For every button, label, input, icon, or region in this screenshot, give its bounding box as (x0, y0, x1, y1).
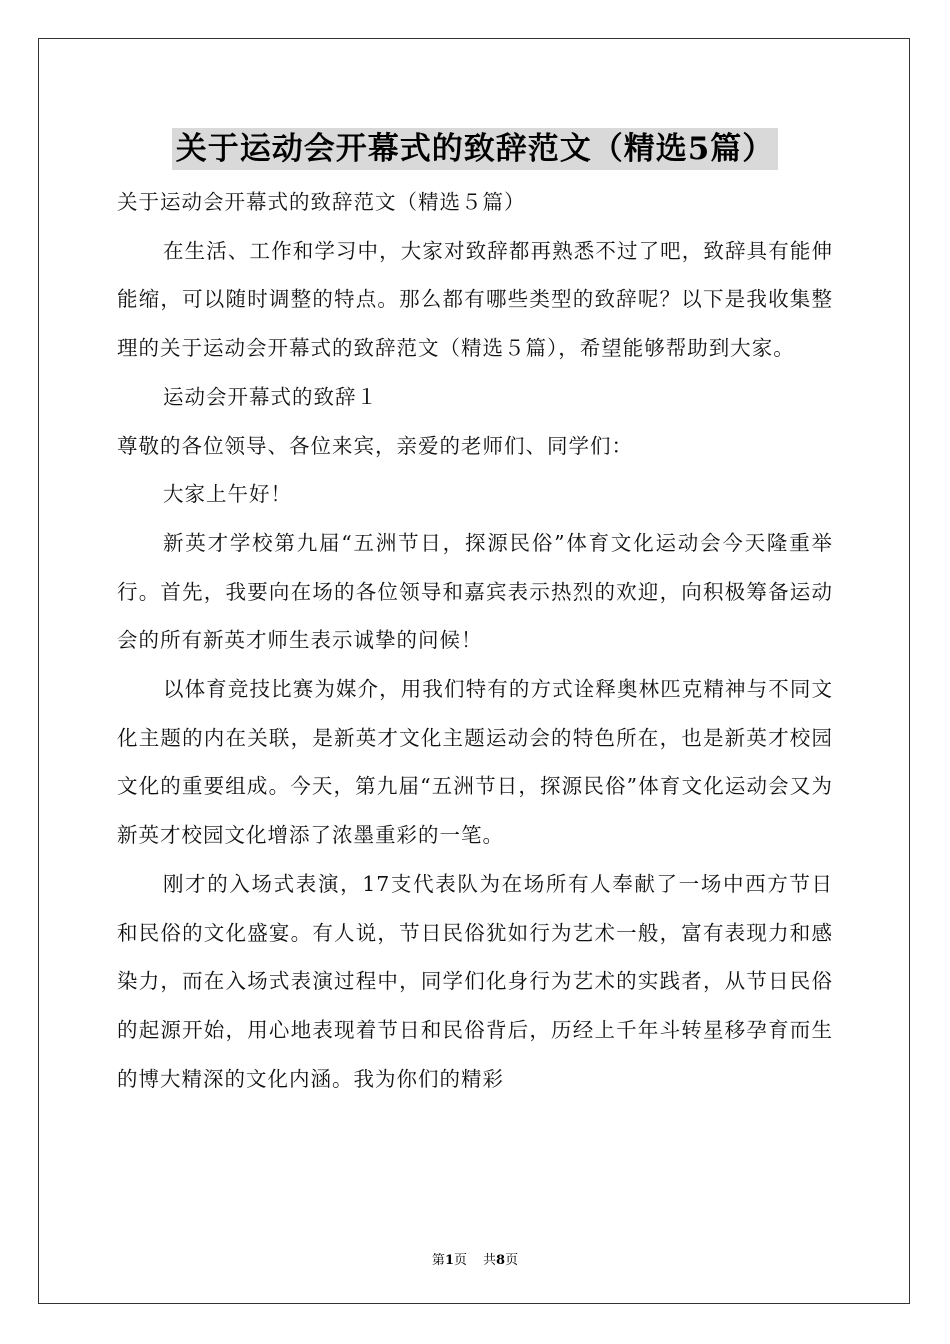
document-body (117, 178, 833, 1103)
total-suffix: 页 (505, 1253, 519, 1268)
body-paragraph: 以体育竞技比赛为媒介，用我们特有的方式诠释奥林匹克精神与不同文化主题的内在关联，是新英才文化主题运动会的特色所在，也是新英才校园文化的重要组成。今天，第九届“五洲节日，探源民俗”体育文化运动会又为新英才校园文化增添了浓墨重彩的一笔。 (117, 677, 833, 848)
page-footer (0, 1249, 950, 1268)
page-prefix: 第 (431, 1253, 445, 1268)
document-subtitle: 关于运动会开幕式的致辞范文（精选５篇） (117, 190, 526, 214)
document-title: 关于运动会开幕式的致辞范文（精选5篇） (172, 128, 779, 170)
page-suffix: 页 (453, 1253, 467, 1268)
page-current: 1 (444, 1253, 454, 1268)
body-paragraph: 新英才学校第九届“五洲节日，探源民俗”体育文化运动会今天隆重举行。首先，我要向在场的各位领导和嘉宾表示热烈的欢迎，向积极筹备运动会的所有新英才师生表示诚挚的问候！ (117, 530, 833, 653)
total-prefix: 共 (483, 1253, 497, 1268)
body-paragraph: 刚才的入场式表演，17支代表队为在场所有人奉献了一场中西方节日和民俗的文化盛宴。有人说，节日民俗犹如行为艺术一般，富有表现力和感染力，而在入场式表演过程中，同学们化身行为艺术的实践者，从节日民俗的起源开始，用心地表现着节日和民俗背后，历经上千年斗转星移孕育而生的博大精深的文化内涵。我为你们的精彩 (117, 871, 833, 1091)
intro-paragraph: 在生活、工作和学习中，大家对致辞都再熟悉不过了吧，致辞具有能伸能缩，可以随时调整的特点。那么都有哪些类型的致辞呢？以下是我收集整理的关于运动会开幕式的致辞范文（精选５篇），希望能够帮助到大家。 (117, 238, 833, 361)
title-container (0, 128, 950, 170)
greeting: 大家上午好！ (163, 482, 292, 507)
page-total: 8 (496, 1253, 506, 1268)
section-heading: 运动会开幕式的致辞１ (163, 384, 378, 409)
salutation: 尊敬的各位领导、各位来宾，亲爱的老师们、同学们： (117, 433, 633, 458)
